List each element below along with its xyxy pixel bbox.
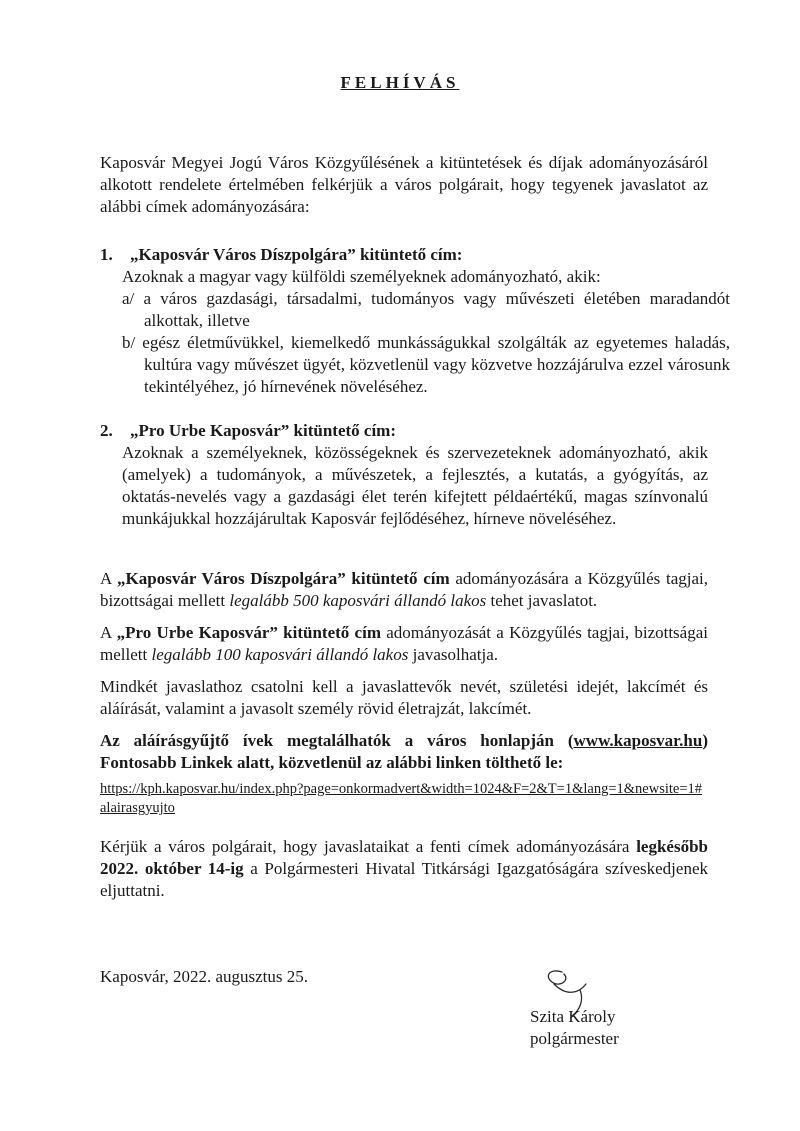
item1-heading: „Kaposvár Város Díszpolgára” kitüntető cím: (130, 245, 463, 264)
website-link[interactable]: www.kaposvar.hu (573, 731, 703, 750)
p3-italic: legalább 500 kaposvári állandó lakos (229, 591, 487, 610)
paragraph-diszpolgar (100, 568, 708, 612)
item2-heading-row (100, 420, 708, 442)
p7-pre: Kérjük a város polgárait, hogy javaslataikat a fenti címek adományozására (100, 837, 637, 856)
item1-sub-b: b/ egész életművükkel, kiemelkedő munkásságukkal szolgálták az egyetemes haladás, kultúra vagy művészet ügyét, közvetlenül vagy közvetve hozzájárulva ezzel városunk tekintélyéhez, jó hírnevének növeléséhez. (122, 333, 730, 396)
paragraph-signature-sheets (100, 730, 708, 774)
download-link[interactable]: https://kph.kaposvar.hu/index.php?page=onkormadvert&width=1024&F=2&T=1&lang=1&newsite=1#alairasgyujto (100, 781, 703, 816)
p6-pre: Az aláírásgyűjtő ívek megtalálhatók a város honlapján ( (100, 731, 574, 750)
p4-italic: legalább 100 kaposvári állandó lakos (151, 645, 409, 664)
item1-heading-row (100, 244, 708, 266)
p3-post: tehet javaslatot. (486, 591, 598, 610)
p7-bold: legkésőbb 2022. október 14-ig (100, 837, 708, 878)
p4-bold: „Pro Urbe Kaposvár” kitüntető cím (116, 623, 381, 642)
item2-body: Azoknak a személyeknek, közösségeknek és szervezeteknek adományozható, akik (amelyek) a tudományok, a művészetek, a fejlesztés, a kutatás, a gyógyítás, az oktatás-nevelés vagy a gazdasági élet terén kifejtett példaértékű, magas színvonalú munkájukkal hozzájárultak Kaposvár fejlődéséhez, hírneve növeléséhez. (122, 443, 708, 528)
signer-title: polgármester (530, 1029, 619, 1048)
paragraph-pro-urbe (100, 622, 708, 666)
p4-mid: adományozását a Közgyűlés tagjai, bizottságai mellett (100, 623, 708, 664)
p4-post: javasolhatja. (408, 645, 499, 664)
p3-mid: adományozására a Közgyűlés tagjai, bizottságai mellett (100, 569, 708, 610)
p7-post: a Polgármesteri Hivatal Titkársági Igazgatóságára szíveskedjenek eljuttatni. (100, 859, 708, 900)
intro-paragraph: Kaposvár Megyei Jogú Város Közgyűlésének a kitüntetések és díjak adományozásáról alkotott rendelete értelmében felkérjük a város polgárait, hogy tegyenek javaslatot az alábbi címek adományozására: (100, 153, 708, 216)
place-date: Kaposvár, 2022. augusztus 25. (100, 967, 309, 986)
document-title: FELHÍVÁS (340, 73, 460, 92)
p4-pre: A (100, 623, 117, 642)
item1-number: 1. (100, 245, 113, 264)
p3-bold: „Kaposvár Város Díszpolgára” kitüntető cím (117, 569, 450, 588)
item1-sub-a: a/ a város gazdasági, társadalmi, tudományos vagy művészeti életében maradandót alkottak, illetve (122, 289, 730, 330)
paragraph-deadline (100, 836, 708, 902)
p6-post: ) Fontosabb Linkek alatt, közvetlenül az alábbi linken tölthető le: (100, 731, 708, 772)
item2-heading: „Pro Urbe Kaposvár” kitüntető cím: (130, 421, 396, 440)
item1-lead: Azoknak a magyar vagy külföldi személyeknek adományozható, akik: (122, 267, 601, 286)
paragraph-attachments: Mindkét javaslathoz csatolni kell a javaslattevők nevét, születési idejét, lakcímét és aláírását, valamint a javasolt személy rövid életrajzát, lakcímét. (100, 677, 708, 718)
signer-name: Szita Károly (530, 1007, 616, 1026)
p3-pre: A (100, 569, 118, 588)
item2-number: 2. (100, 421, 113, 440)
